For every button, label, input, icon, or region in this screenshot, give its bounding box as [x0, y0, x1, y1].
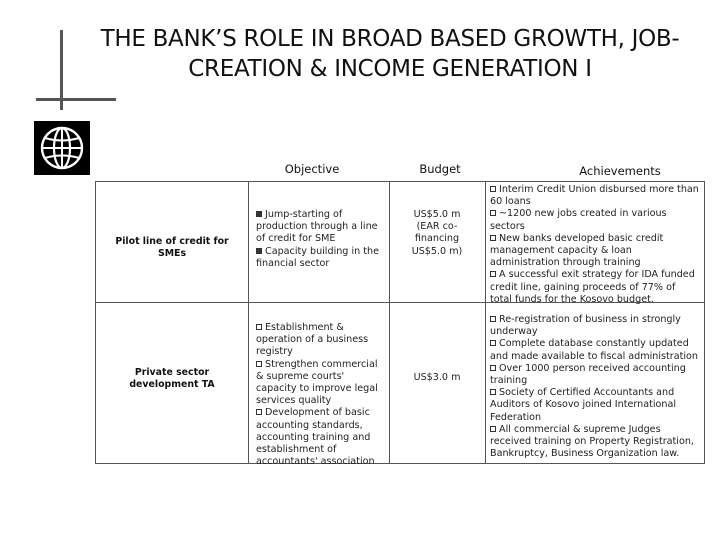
achievement-item: Interim Credit Union disbursed more than 60 loans [490, 184, 699, 208]
bullet-square-icon [490, 186, 496, 192]
bullet-square-icon [256, 211, 262, 217]
budget-line: US$3.0 m [413, 372, 461, 383]
achievement-item: All commercial & supreme Judges received training on Property Registration, Bankruptcy, Business Organization law. [490, 423, 694, 460]
bullet-square-icon [256, 248, 262, 254]
slide-title-line-1: THE BANK’S ROLE IN BROAD BASED GROWTH, JOB- [100, 26, 680, 52]
objective-item: Establishment & operation of a business registry [256, 322, 369, 358]
achievement-item: New banks developed basic credit management capacity & loan administration through training [490, 232, 664, 269]
budget-cell [396, 372, 478, 384]
globe-icon [34, 121, 90, 175]
bullet-square-icon [490, 210, 496, 216]
objectives-list [256, 322, 386, 468]
budget-line: US$5.0 m) [411, 245, 463, 257]
bullet-square-icon [490, 426, 496, 432]
objective-item: Development of basic accounting standards, accounting training and establishment of accountants' association [256, 407, 375, 468]
achievement-item: Over 1000 person received accounting training [490, 362, 686, 387]
budget-line: financing [414, 233, 460, 245]
column-divider [248, 182, 249, 463]
projects-table [95, 181, 705, 468]
bullet-square-icon [490, 365, 496, 371]
row-label-private-sector: Private sector development TA [129, 367, 215, 391]
achievement-item: Complete database constantly updated and made available to fiscal administration [490, 338, 698, 362]
objective-item: Strengthen commercial & supreme courts' capacity to improve legal services quality [256, 358, 378, 407]
bullet-square-icon [490, 271, 496, 277]
decorative-horizontal-line [36, 98, 116, 101]
bullet-square-icon [256, 361, 262, 367]
budget-line: US$5.0 m [413, 209, 461, 220]
bullet-square-icon [490, 316, 496, 322]
achievement-item: Re-registration of business in strongly underway [490, 314, 681, 338]
slide-title [85, 24, 695, 84]
bullet-square-icon [490, 340, 496, 346]
header-objective: Objective [284, 162, 340, 176]
objective-item: Capacity building in the financial sector [256, 245, 379, 269]
achievements-list [490, 314, 700, 460]
column-divider [389, 182, 390, 463]
column-divider [485, 182, 486, 463]
bullet-square-icon [256, 409, 262, 415]
bullet-square-icon [490, 235, 496, 241]
row-label-pilot-credit: Pilot line of credit for SMEs [115, 236, 229, 260]
budget-cell [396, 209, 478, 258]
achievements-list [490, 184, 700, 306]
achievement-item: ~1200 new jobs created in various sectors [490, 208, 667, 232]
header-budget: Budget [419, 162, 461, 176]
bullet-square-icon [490, 389, 496, 395]
objectives-list [256, 209, 386, 270]
slide-title-line-2: CREATION & INCOME GENERATION I [188, 56, 592, 82]
bullet-square-icon [256, 324, 262, 330]
achievement-item: Society of Certified Accountants and Auditors of Kosovo joined International Federation [490, 387, 677, 423]
achievement-item: A successful exit strategy for IDA funded credit line, gaining proceeds of 77% of total funds for the Kosovo budget. [490, 269, 695, 305]
budget-line: (EAR co- [416, 221, 458, 233]
header-achievements: Achievements [579, 164, 661, 178]
objective-item: Jump-starting of production through a line of credit for SME [256, 209, 378, 245]
